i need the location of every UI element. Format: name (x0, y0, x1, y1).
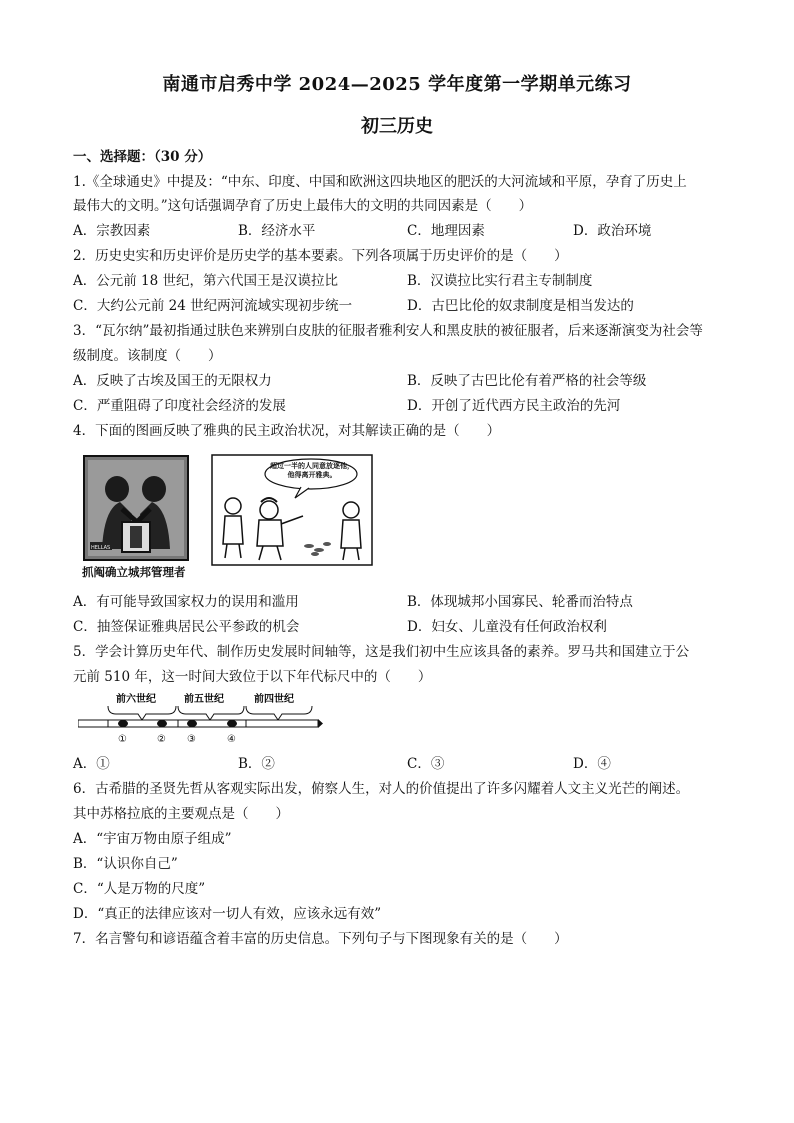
q5-option-c: C．③ (407, 756, 445, 772)
q5-option-b: B．② (238, 756, 275, 772)
q5-stem-line2: 元前 510 年，这一时间大致位于以下年代标尺中的（ ） (73, 669, 432, 685)
q3-option-c: C．严重阻碍了印度社会经济的发展 (73, 398, 286, 414)
q4-stem: 4．下面的图画反映了雅典的民主政治状况，对其解读正确的是（ ） (73, 423, 501, 439)
q3-option-a: A．反映了古埃及国王的无限权力 (73, 373, 272, 389)
q1-stem-line2: 最伟大的文明。”这句话强调孕育了历史上最伟大的文明的共同因素是（ ） (73, 198, 533, 214)
q6-option-c: C．“人是万物的尺度” (73, 881, 206, 897)
q5-option-d: D．④ (573, 756, 611, 772)
ostracism-cartoon (211, 454, 373, 566)
q4-option-a: A．有可能导致国家权力的误用和滥用 (73, 594, 299, 610)
timeline-label-6th: 前六世纪 (116, 694, 156, 705)
q2-option-c: C．大约公元前 24 世纪两河流域实现初步统一 (73, 298, 353, 314)
q4-option-b: B．体现城邦小国寡民、轮番而治特点 (407, 594, 633, 610)
q1-option-c: C．地理因素 (407, 223, 485, 239)
q6-stem-line1: 6．古希腊的圣贤先哲从客观实际出发，俯察人生，对人的价值提出了许多闪耀着人文主义光芒的阐述。 (73, 781, 690, 797)
q2-option-d: D．古巴比伦的奴隶制度是相当发达的 (407, 298, 634, 314)
q3-stem-line2: 级制度。该制度（ ） (73, 348, 222, 364)
q4-option-c: C．抽签保证雅典居民公平参政的机会 (73, 619, 300, 635)
q3-option-b: B．反映了古巴比伦有着严格的社会等级 (407, 373, 647, 389)
timeline-mark-3: ③ (187, 734, 196, 745)
timeline-mark-1: ① (118, 734, 127, 745)
q2-option-a: A．公元前 18 世纪，第六代国王是汉谟拉比 (73, 273, 339, 289)
q5-stem-line1: 5．学会计算历史年代、制作历史发展时间轴等，这是我们初中生应该具备的素养。罗马共和国建立于公 (73, 644, 690, 660)
timeline-mark-4: ④ (227, 734, 236, 745)
q4-option-d: D．妇女、儿童没有任何政治权利 (407, 619, 607, 635)
hellas-label: HELLAS (91, 545, 111, 551)
timeline-figure (78, 690, 323, 746)
page-title: 南通市启秀中学 2024—2025 学年度第一学期单元练习 (162, 74, 632, 95)
section-heading: 一、选择题：（30 分） (73, 149, 212, 165)
lottery-caption: 抓阄确立城邦管理者 (82, 565, 186, 579)
q6-option-d: D．“真正的法律应该对一切人有效，应该永远有效” (73, 906, 382, 922)
timeline-dot-4 (227, 720, 237, 727)
q1-stem-line1: 1.《全球通史》中提及：“中东、印度、中国和欧洲这四块地区的肥沃的大河流域和平原，孕育了历史上 (73, 174, 687, 190)
q1-option-d: D．政治环境 (573, 223, 652, 239)
timeline-dot-3 (187, 720, 197, 727)
q1-option-b: B．经济水平 (238, 223, 316, 239)
q2-option-b: B．汉谟拉比实行君主专制制度 (407, 273, 593, 289)
timeline-label-4th: 前四世纪 (254, 694, 294, 705)
q7-stem: 7．名言警句和谚语蕴含着丰富的历史信息。下列句子与下图现象有关的是（ ） (73, 931, 568, 947)
q6-stem-line2: 其中苏格拉底的主要观点是（ ） (73, 806, 289, 822)
q6-option-a: A．“宇宙万物由原子组成” (73, 831, 232, 847)
lottery-illustration (82, 454, 192, 582)
timeline-label-5th: 前五世纪 (184, 694, 224, 705)
timeline-mark-2: ② (157, 734, 166, 745)
timeline-dot-1 (118, 720, 128, 727)
q6-option-b: B．“认识你自己” (73, 856, 178, 872)
page-subtitle: 初三历史 (361, 116, 433, 137)
q2-stem: 2．历史史实和历史评价是历史学的基本要素。下列各项属于历史评价的是（ ） (73, 248, 568, 264)
q5-option-a: A．① (73, 756, 110, 772)
q3-option-d: D．开创了近代西方民主政治的先河 (407, 398, 621, 414)
q1-option-a: A．宗教因素 (73, 223, 151, 239)
cartoon-speech: 超过一半的人同意放逐他，他得离开雅典。 (270, 462, 354, 479)
timeline-dot-2 (157, 720, 167, 727)
q3-stem-line1: 3．“瓦尔纳”最初指通过肤色来辨别白皮肤的征服者雅利安人和黑皮肤的被征服者，后来逐渐演变为社会等 (73, 323, 703, 339)
